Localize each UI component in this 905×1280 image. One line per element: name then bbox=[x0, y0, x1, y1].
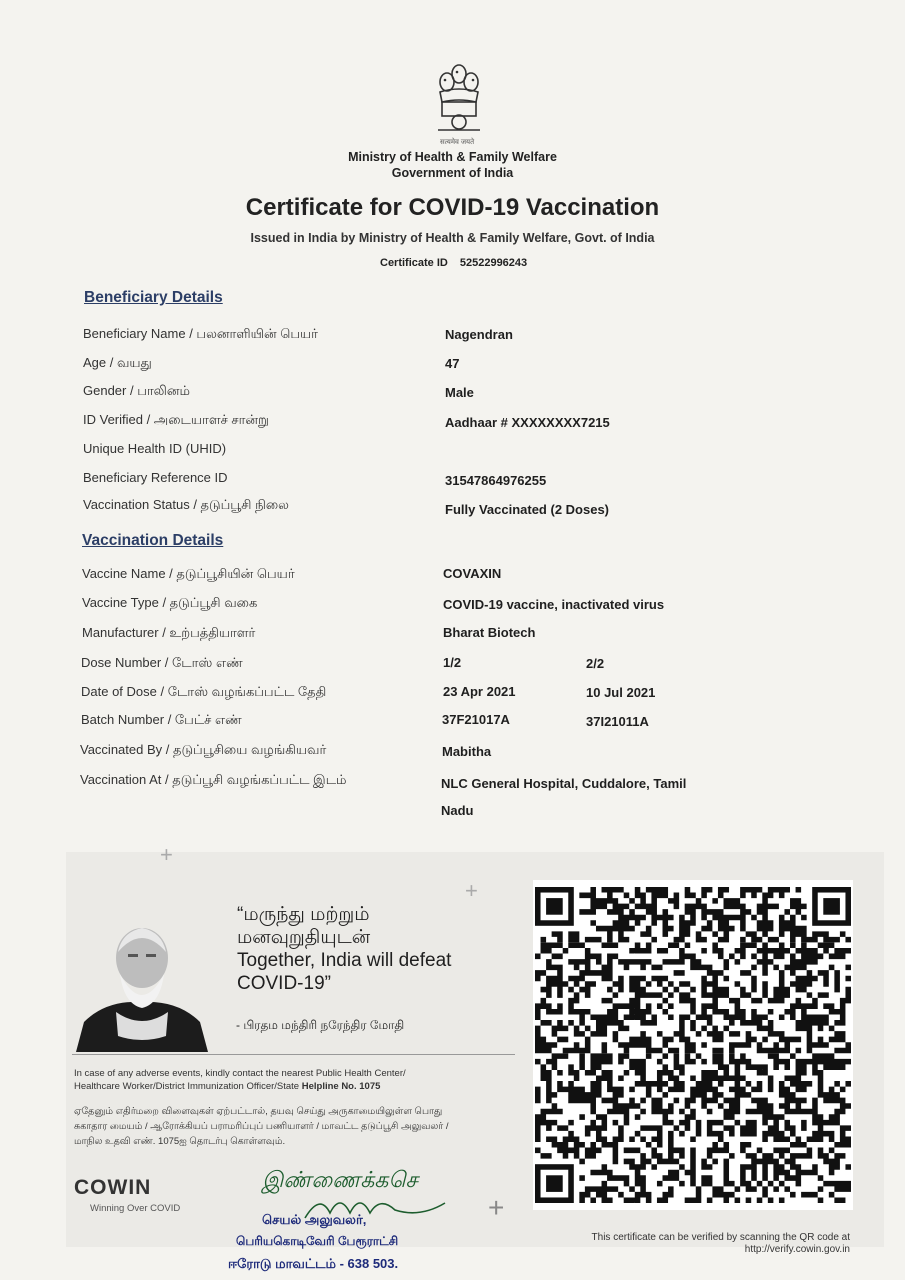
notice-en-line-1: In case of any adverse events, kindly contact the nearest Public Health Center/ bbox=[74, 1068, 406, 1079]
notice-ta-line-2: சுகாதார மையம் / ஆரோக்கியப் பராமரிப்புப் பணியாளர் / மாவட்ட தடுப்பூசி அலுவலர் / bbox=[74, 1121, 449, 1132]
quote-english-line-1: Together, India will defeat bbox=[237, 950, 452, 971]
beneficiary-name-label: Beneficiary Name / பலனாளியின் பெயர் bbox=[83, 326, 318, 341]
vaccination-status-value: Fully Vaccinated (2 Doses) bbox=[445, 502, 610, 517]
stamp-line-1: செயல் அலுவலர், bbox=[262, 1212, 367, 1227]
plus-decoration-icon: + bbox=[160, 842, 173, 867]
portrait-image bbox=[76, 912, 208, 1052]
quote-tamil-line-1: “மருந்து மற்றும் bbox=[237, 904, 370, 925]
vaccination-section-title: Vaccination Details bbox=[82, 532, 224, 549]
dose-1-batch: 37F21017A bbox=[442, 712, 510, 727]
vaccination-at-line-1: NLC General Hospital, Cuddalore, Tamil bbox=[441, 776, 687, 791]
emblem-motto: सत्यमेव जयते bbox=[440, 139, 475, 146]
certificate-title: Certificate for COVID-19 Vaccination bbox=[245, 194, 660, 221]
qr-finder-pattern bbox=[812, 887, 851, 926]
vaccine-name-value: COVAXIN bbox=[443, 566, 502, 581]
plus-decoration-icon: + bbox=[465, 878, 478, 903]
dose-1-date: 23 Apr 2021 bbox=[443, 684, 516, 699]
divider bbox=[72, 1054, 515, 1055]
manufacturer-label: Manufacturer / உற்பத்தியாளர் bbox=[82, 625, 256, 640]
verify-line-1: This certificate can be verified by scanning the QR code at bbox=[591, 1232, 850, 1243]
helpline-number: Helpline No. 1075 bbox=[301, 1081, 381, 1092]
dose-2-batch: 37I21011A bbox=[586, 714, 649, 729]
signature: இண்ணைக்கசெ bbox=[262, 1168, 418, 1193]
qr-finder-pattern bbox=[535, 887, 574, 926]
verify-line-2: http://verify.cowin.gov.in bbox=[744, 1244, 850, 1255]
vaccine-type-value: COVID-19 vaccine, inactivated virus bbox=[443, 597, 665, 612]
vaccinated-by-value: Mabitha bbox=[442, 744, 492, 759]
notice-ta-line-1: ஏதேனும் எதிர்மறை விளைவுகள் ஏற்பட்டால், தயவு செய்து அருகாமையிலுள்ள பொது bbox=[74, 1106, 443, 1117]
national-emblem-icon bbox=[430, 62, 488, 144]
age-label: Age / வயது bbox=[83, 355, 152, 370]
date-of-dose-label: Date of Dose / டோஸ் வழங்கப்பட்ட தேதி bbox=[81, 684, 327, 699]
vaccinated-by-label: Vaccinated By / தடுப்பூசியை வழங்கியவர் bbox=[80, 742, 327, 757]
vaccine-type-label: Vaccine Type / தடுப்பூசி வகை bbox=[82, 595, 258, 610]
vaccination-status-label: Vaccination Status / தடுப்பூசி நிலை bbox=[83, 497, 289, 512]
dose-1-value: 1/2 bbox=[443, 655, 462, 670]
id-verified-label: ID Verified / அடையாளச் சான்று bbox=[83, 412, 269, 427]
issued-by: Issued in India by Ministry of Health & Family Welfare, Govt. of India bbox=[250, 231, 655, 245]
stamp-line-3: ஈரோடு மாவட்டம் - 638 503. bbox=[228, 1256, 399, 1271]
batch-number-label: Batch Number / பேட்ச் எண் bbox=[81, 712, 242, 727]
adverse-event-notice bbox=[74, 1067, 514, 1093]
quote-tamil-line-2: மனவுறுதியுடன் bbox=[237, 927, 371, 948]
certificate-id bbox=[380, 257, 527, 269]
reference-id-value: 31547864976255 bbox=[445, 473, 547, 488]
dose-2-value: 2/2 bbox=[586, 656, 605, 671]
qr-finder-pattern bbox=[535, 1164, 574, 1203]
notice-en-line-2: Healthcare Worker/District Immunization Officer/State bbox=[74, 1081, 300, 1092]
cowin-tagline: Winning Over COVID bbox=[90, 1203, 181, 1214]
age-value: 47 bbox=[445, 356, 460, 371]
beneficiary-name-value: Nagendran bbox=[445, 327, 513, 342]
gender-label: Gender / பாலினம் bbox=[83, 383, 190, 398]
verify-note bbox=[540, 1232, 850, 1256]
uhid-label: Unique Health ID (UHID) bbox=[83, 441, 227, 456]
adverse-event-notice-tamil bbox=[74, 1104, 514, 1149]
certificate-id-label: Certificate ID bbox=[380, 257, 448, 269]
gender-value: Male bbox=[445, 385, 474, 400]
notice-ta-line-3: மாநில உதவி எண். 1075ஐ தொடர்பு கொள்ளவும். bbox=[74, 1136, 286, 1147]
stamp-line-2: பெரியகொடிவேரி பேரூராட்சி bbox=[236, 1234, 399, 1248]
plus-decoration-icon: + bbox=[488, 1192, 505, 1223]
vaccination-at-line-2: Nadu bbox=[441, 803, 474, 818]
ministry-line-1: Ministry of Health & Family Welfare bbox=[348, 150, 557, 164]
verification-qr-code[interactable] bbox=[533, 880, 853, 1210]
id-verified-value: Aadhaar # XXXXXXXX7215 bbox=[445, 415, 610, 430]
manufacturer-value: Bharat Biotech bbox=[443, 625, 536, 640]
reference-id-label: Beneficiary Reference ID bbox=[83, 470, 228, 485]
dose-2-date: 10 Jul 2021 bbox=[586, 685, 656, 700]
vaccination-at-label: Vaccination At / தடுப்பூசி வழங்கப்பட்ட இடம் bbox=[80, 772, 347, 787]
beneficiary-section-title: Beneficiary Details bbox=[84, 289, 223, 306]
vaccine-name-label: Vaccine Name / தடுப்பூசியின் பெயர் bbox=[82, 566, 295, 581]
certificate-id-value: 52522996243 bbox=[459, 257, 528, 269]
cowin-logo: COWIN bbox=[74, 1176, 152, 1199]
quote-english-line-2: COVID-19” bbox=[237, 973, 331, 994]
quote-attribution: - பிரதம மந்திரி நரேந்திர மோதி bbox=[236, 1018, 405, 1032]
dose-number-label: Dose Number / டோஸ் எண் bbox=[81, 655, 243, 670]
quote bbox=[237, 903, 451, 995]
ministry-line-2: Government of India bbox=[391, 166, 514, 180]
